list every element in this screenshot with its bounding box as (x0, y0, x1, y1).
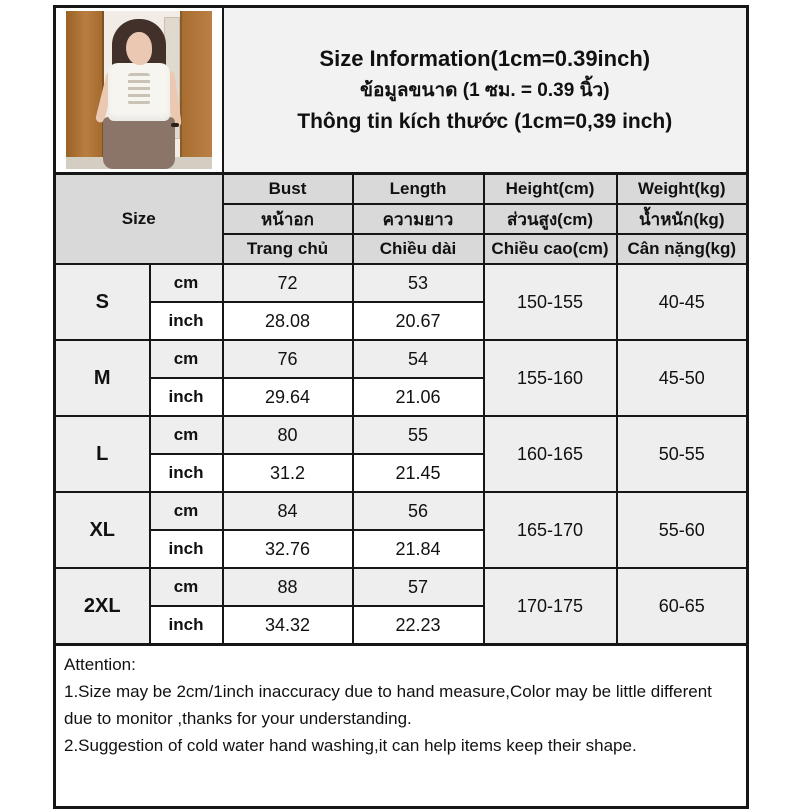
photo-model-watch (171, 123, 179, 127)
bust-cm-value: 84 (223, 492, 353, 530)
col-header-height-vi: Chiều cao(cm) (484, 234, 617, 264)
unit-label-cm: cm (150, 416, 223, 454)
photo-model-skirt (103, 117, 175, 169)
unit-label-inch: inch (150, 454, 223, 492)
col-header-length-en: Length (353, 174, 484, 205)
height-range: 155-160 (484, 340, 617, 416)
photo-model-face (126, 32, 152, 65)
bust-inch-value: 29.64 (223, 378, 353, 416)
size-label: L (55, 416, 150, 492)
col-header-weight-vi: Cân nặng(kg) (617, 234, 748, 264)
bust-inch-value: 31.2 (223, 454, 353, 492)
photo-door-left (66, 11, 104, 169)
attention-heading: Attention: (64, 655, 136, 674)
length-cm-value: 55 (353, 416, 484, 454)
col-header-weight-en: Weight(kg) (617, 174, 748, 205)
size-label: S (55, 264, 150, 340)
col-header-length-th: ความยาว (353, 204, 484, 234)
header-row-english (55, 174, 748, 205)
length-inch-value: 21.84 (353, 530, 484, 568)
length-cm-value: 54 (353, 340, 484, 378)
unit-label-inch: inch (150, 302, 223, 340)
size-row-2xl-cm (55, 568, 748, 606)
height-range: 165-170 (484, 492, 617, 568)
attention-note-2: 2.Suggestion of cold water hand washing,it can help items keep their shape. (64, 736, 637, 755)
weight-range: 40-45 (617, 264, 748, 340)
col-header-bust-th: หน้าอก (223, 204, 353, 234)
bust-cm-value: 72 (223, 264, 353, 302)
size-chart-sheet (53, 5, 749, 809)
height-range: 160-165 (484, 416, 617, 492)
size-row-l-cm (55, 416, 748, 454)
height-range: 170-175 (484, 568, 617, 645)
length-cm-value: 56 (353, 492, 484, 530)
height-range: 150-155 (484, 264, 617, 340)
length-cm-value: 57 (353, 568, 484, 606)
size-label: M (55, 340, 150, 416)
col-header-weight-th: น้ำหนัก(kg) (617, 204, 748, 234)
size-table (53, 5, 749, 809)
photo-shirt-print (128, 73, 150, 105)
unit-label-inch: inch (150, 606, 223, 645)
col-header-bust-en: Bust (223, 174, 353, 205)
size-row-xl-cm (55, 492, 748, 530)
title-thai: ข้อมูลขนาด (1 ซม. = 0.39 นิ้ว) (359, 79, 610, 101)
product-photo (66, 11, 212, 169)
length-inch-value: 21.06 (353, 378, 484, 416)
title-vietnamese: Thông tin kích thước (1cm=0,39 inch) (297, 109, 673, 133)
unit-label-inch: inch (150, 378, 223, 416)
product-photo-cell (55, 7, 223, 174)
photo-door-right (180, 11, 212, 169)
weight-range: 55-60 (617, 492, 748, 568)
col-header-length-vi: Chiều dài (353, 234, 484, 264)
bust-cm-value: 80 (223, 416, 353, 454)
size-label: XL (55, 492, 150, 568)
bust-cm-value: 88 (223, 568, 353, 606)
unit-label-cm: cm (150, 492, 223, 530)
length-inch-value: 21.45 (353, 454, 484, 492)
bust-inch-value: 32.76 (223, 530, 353, 568)
unit-label-cm: cm (150, 568, 223, 606)
bust-cm-value: 76 (223, 340, 353, 378)
col-header-height-th: ส่วนสูง(cm) (484, 204, 617, 234)
unit-label-cm: cm (150, 264, 223, 302)
bust-inch-value: 28.08 (223, 302, 353, 340)
length-inch-value: 20.67 (353, 302, 484, 340)
weight-range: 50-55 (617, 416, 748, 492)
size-row-s-cm (55, 264, 748, 302)
bust-inch-value: 34.32 (223, 606, 353, 645)
length-inch-value: 22.23 (353, 606, 484, 645)
title-english: Size Information(1cm=0.39inch) (319, 45, 651, 71)
col-header-height-en: Height(cm) (484, 174, 617, 205)
size-label: 2XL (55, 568, 150, 645)
col-header-bust-vi: Trang chủ (223, 234, 353, 264)
attention-row (55, 645, 748, 808)
length-cm-value: 53 (353, 264, 484, 302)
size-row-m-cm (55, 340, 748, 378)
attention-cell (55, 645, 748, 808)
title-cell (223, 7, 748, 174)
unit-label-inch: inch (150, 530, 223, 568)
unit-label-cm: cm (150, 340, 223, 378)
weight-range: 60-65 (617, 568, 748, 645)
size-header: Size (55, 174, 223, 265)
attention-note-1: 1.Size may be 2cm/1inch inaccuracy due to hand measure,Color may be little different due to monitor ,thanks for your understanding. (64, 682, 712, 728)
top-section (55, 7, 748, 174)
weight-range: 45-50 (617, 340, 748, 416)
